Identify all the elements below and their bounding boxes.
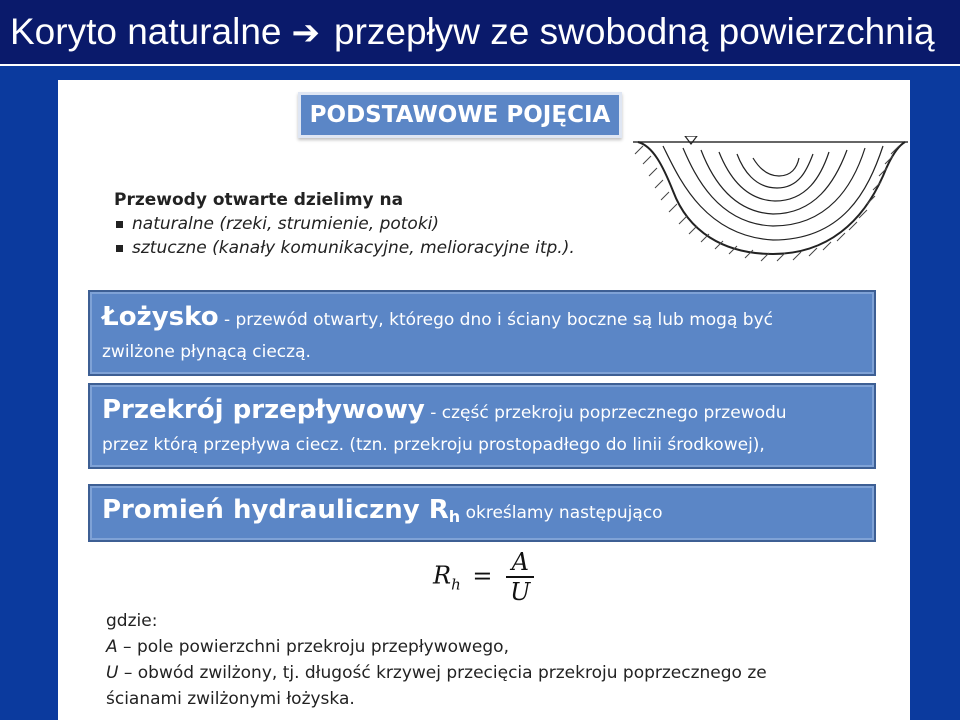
channel-cross-section-diagram	[633, 136, 908, 266]
var-u-text: – obwód zwilżony, tj. długość krzywej przecięcia przekroju poprzecznego ze	[118, 663, 767, 683]
var-a: A	[106, 637, 118, 657]
var-a-text: – pole powierzchni przekroju przepływowego,	[117, 637, 509, 657]
formula-fraction	[506, 548, 534, 606]
intro-block	[114, 190, 634, 262]
where-label: gdzie:	[106, 611, 158, 631]
var-u: U	[106, 663, 119, 683]
formula-lhs-sub: h	[451, 575, 461, 594]
definition-text-cont: zwilżone płynącą cieczą.	[102, 342, 311, 362]
definition-box-lozysko	[88, 290, 876, 376]
definition-text-cont: przez którą przepływa ciecz. (tzn. przekroju prostopadłego do linii środkowej),	[102, 435, 765, 455]
where-block	[106, 608, 906, 712]
definition-term: Przekrój przepływowy	[102, 395, 425, 425]
right-arrow-icon: ➔	[291, 14, 321, 52]
intro-list	[114, 214, 634, 258]
slide-content	[58, 80, 910, 720]
definition-box-promien	[88, 484, 876, 542]
slide-title	[10, 10, 935, 55]
var-u-text-cont: ścianami zwilżonymi łożyska.	[106, 689, 355, 709]
intro-lead: Przewody otwarte dzielimy na	[114, 190, 404, 210]
list-item: sztuczne (kanały komunikacyjne, melioracyjne itp.).	[114, 238, 634, 258]
definition-text: - część przekroju poprzecznego przewodu	[424, 403, 787, 423]
hydraulic-radius-formula	[433, 548, 534, 606]
title-left: Koryto naturalne	[10, 11, 282, 52]
formula-equals: =	[472, 561, 493, 590]
formula-numerator: A	[506, 548, 534, 578]
definition-text: określamy następująco	[460, 503, 663, 523]
list-item: naturalne (rzeki, strumienie, potoki)	[114, 214, 634, 234]
definition-text: - przewód otwarty, którego dno i ściany boczne są lub mogą być	[218, 310, 773, 330]
formula-denominator: U	[510, 578, 531, 606]
title-bar	[0, 0, 960, 66]
section-title: PODSTAWOWE POJĘCIA	[298, 92, 622, 138]
definition-term: Łożysko	[102, 302, 219, 332]
definition-box-przekroj	[88, 383, 876, 469]
formula-lhs: R	[433, 561, 452, 590]
title-right: przepływ ze swobodną powierzchnią	[334, 11, 935, 52]
definition-subscript: h	[448, 507, 461, 527]
definition-term: Promień hydrauliczny R	[102, 495, 449, 525]
